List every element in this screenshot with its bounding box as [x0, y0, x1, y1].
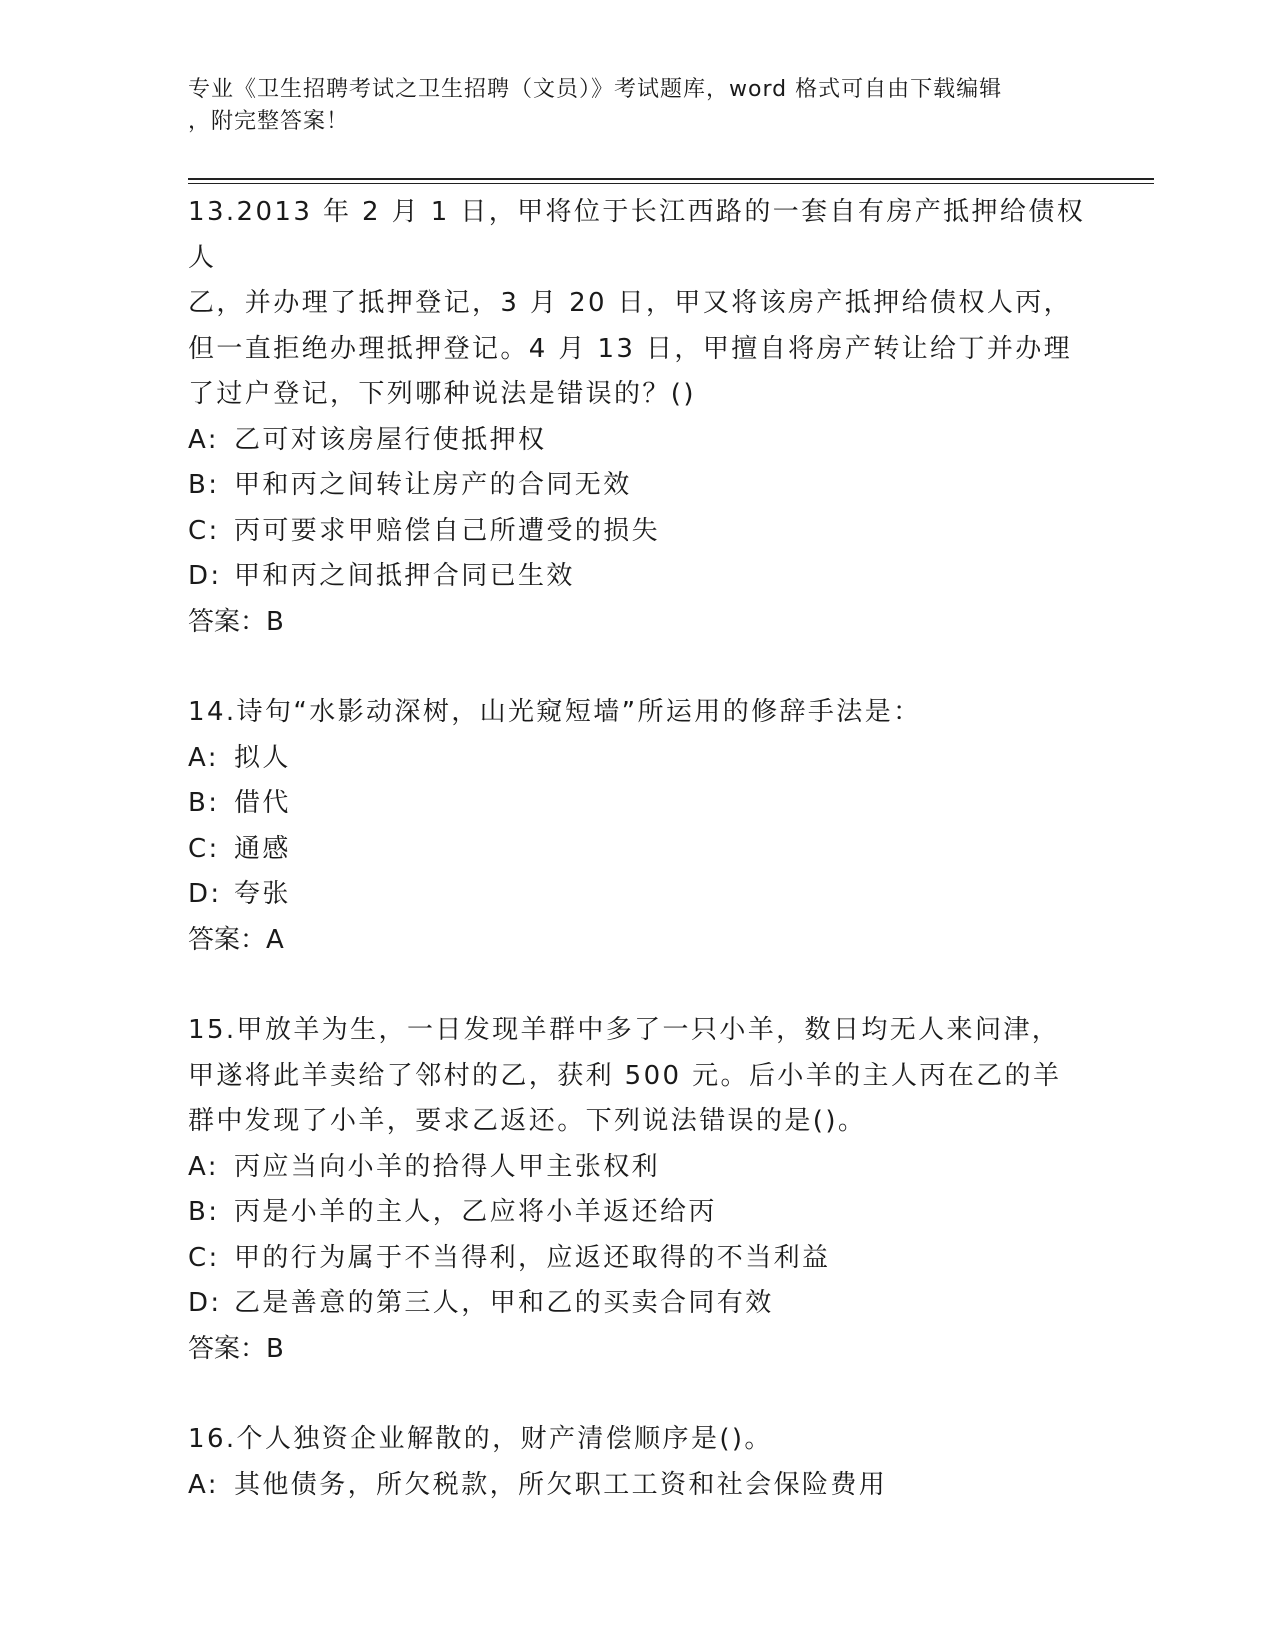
option-text: 丙是小羊的主人，乙应将小羊返还给丙 [234, 1197, 717, 1227]
option-text: 拟人 [234, 742, 291, 773]
header-line-2: ，附完整答案！ [188, 109, 350, 134]
option-key: D: [188, 879, 222, 909]
question-stem-line: 甲遂将此羊卖给了邻村的乙，获利 500 元。后小羊的主人丙在乙的羊 [188, 1060, 1062, 1091]
option-a [188, 1463, 1088, 1509]
option-d [188, 1281, 1088, 1327]
question-stem-line: 乙，并办理了抵押登记，3 月 20 日，甲又将该房产抵押给债权人丙， [188, 288, 1073, 318]
header-divider-thick [188, 178, 1154, 180]
option-c [188, 509, 1088, 555]
option-text: 通感 [234, 833, 291, 864]
page-header [188, 74, 1088, 138]
option-key: A: [188, 742, 219, 773]
option-text: 夸张 [234, 879, 291, 909]
option-text: 甲的行为属于不当得利，应返还取得的不当利益 [234, 1242, 831, 1273]
question-stem-line: 群中发现了小羊，要求乙返还。下列说法错误的是()。 [188, 1106, 867, 1136]
spacer [188, 1372, 1088, 1417]
option-a [188, 736, 1088, 782]
question-stem-line: 14.诗句“水影动深树，山光窥短墙”所运用的修辞手法是： [188, 697, 922, 727]
option-text: 其他债务，所欠税款，所欠职工工资和社会保险费用 [234, 1469, 888, 1500]
option-text: 丙可要求甲赔偿自己所遭受的损失 [234, 515, 661, 546]
option-d [188, 554, 1088, 600]
answer-line: 答案：B [188, 606, 284, 637]
spacer [188, 963, 1088, 1008]
question-stem-line: 了过户登记，下列哪种说法是错误的？() [188, 379, 696, 409]
question-13 [188, 190, 1088, 645]
option-text: 甲和丙之间转让房产的合同无效 [234, 470, 632, 500]
question-16 [188, 1417, 1088, 1508]
option-key: D: [188, 1288, 222, 1318]
option-text: 乙可对该房屋行使抵押权 [234, 424, 547, 455]
question-stem-line: 16.个人独资企业解散的，财产清偿顺序是()。 [188, 1424, 773, 1454]
option-key: B: [188, 788, 220, 818]
option-text: 乙是善意的第三人，甲和乙的买卖合同有效 [234, 1288, 774, 1318]
option-key: B: [188, 470, 220, 500]
option-key: B: [188, 1197, 220, 1227]
option-text: 丙应当向小羊的拾得人甲主张权利 [234, 1151, 661, 1182]
option-key: A: [188, 1151, 219, 1182]
option-text: 甲和丙之间抵押合同已生效 [234, 561, 575, 591]
option-a [188, 418, 1088, 464]
question-15 [188, 1008, 1088, 1372]
option-text: 借代 [234, 788, 291, 818]
option-b [188, 781, 1088, 827]
option-key: C: [188, 833, 220, 864]
question-list [188, 190, 1088, 1508]
question-stem-line: 但一直拒绝办理抵押登记。4 月 13 日，甲擅自将房产转让给丁并办理 [188, 333, 1073, 364]
question-stem-line: 15.甲放羊为生，一日发现羊群中多了一只小羊，数日均无人来问津， [188, 1015, 1061, 1045]
question-14 [188, 690, 1088, 963]
option-a [188, 1145, 1088, 1191]
question-stem-line: 13.2013 年 2 月 1 日，甲将位于长江西路的一套自有房产抵押给债权人 [188, 197, 1086, 273]
option-key: C: [188, 1242, 220, 1273]
header-divider-thin [188, 183, 1154, 184]
option-c [188, 1236, 1088, 1282]
option-key: D: [188, 561, 222, 591]
spacer [188, 645, 1088, 690]
option-key: C: [188, 515, 220, 546]
option-b [188, 1190, 1088, 1236]
option-key: A: [188, 424, 219, 455]
option-c [188, 827, 1088, 873]
answer-line: 答案：A [188, 924, 284, 955]
option-b [188, 463, 1088, 509]
option-key: A: [188, 1469, 219, 1500]
header-line-1: 专业《卫生招聘考试之卫生招聘（文员）》考试题库，word 格式可自由下载编辑 [188, 77, 1003, 102]
answer-line: 答案：B [188, 1333, 284, 1364]
option-d [188, 872, 1088, 918]
